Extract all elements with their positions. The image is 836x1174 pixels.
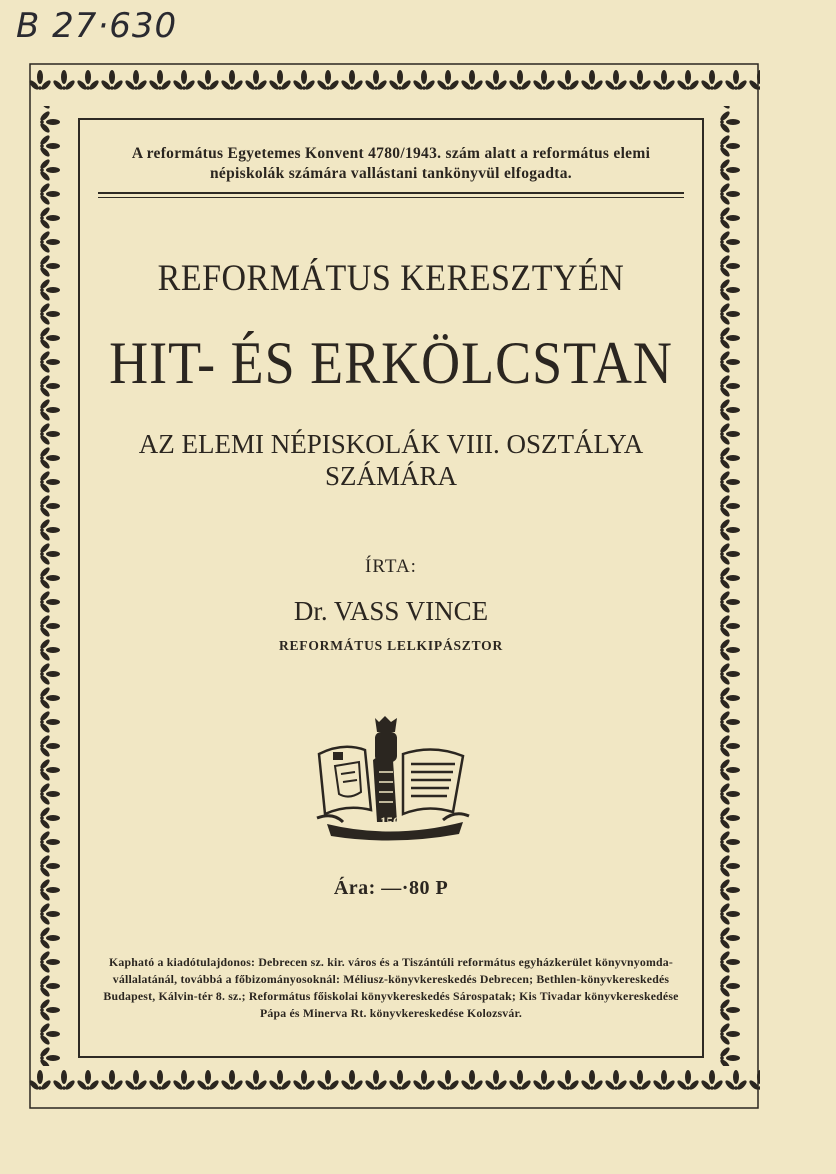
- publisher-emblem-icon: [313, 714, 473, 844]
- book-supertitle: REFORMÁTUS KERESZTYÉN: [157, 258, 625, 299]
- book-subtitle: [80, 428, 702, 492]
- book-title: HIT- ÉS ERKÖLCSTAN: [109, 329, 673, 397]
- divider-rule: [98, 197, 684, 198]
- author-name: Dr. VASS VINCE: [293, 596, 489, 626]
- subtitle-line: SZÁMÁRA: [324, 461, 458, 491]
- price-label: Ára: —·80 P: [333, 877, 449, 899]
- title-page-frame: [78, 118, 704, 1058]
- distributor-note: Kapható a kiadótulajdonos: Debrecen sz. kir. város és a Tiszántúli református egyházkerület könyvnyomda-vállalatánál, továbbá a főbizományosoknál: Méliusz-könyvkereskedés Debrecen; Bethlen-könyvkereskedés Budapest, Kálvin-tér 8. sz.; Református főiskolai könyvkereskedés Sárospatak; Kis Tivadar könyvkereskedése Pápa és Minerva Rt. könyvkereskedése Kolozsvár.: [103, 955, 679, 1020]
- author-label: ÍRTA:: [365, 556, 417, 577]
- shelfmark-annotation: B 27·630: [16, 6, 178, 46]
- author-role: REFORMÁTUS LELKIPÁSZTOR: [278, 638, 504, 653]
- divider-rule: [98, 192, 684, 194]
- emblem-year: 1561: [380, 814, 406, 829]
- approval-note: A református Egyetemes Konvent 4780/1943. szám alatt a református elemi népiskolák számára vallástani tankönyvül elfogadta.: [131, 145, 651, 182]
- subtitle-line: AZ ELEMI NÉPISKOLÁK VIII. OSZTÁLYA: [138, 429, 644, 459]
